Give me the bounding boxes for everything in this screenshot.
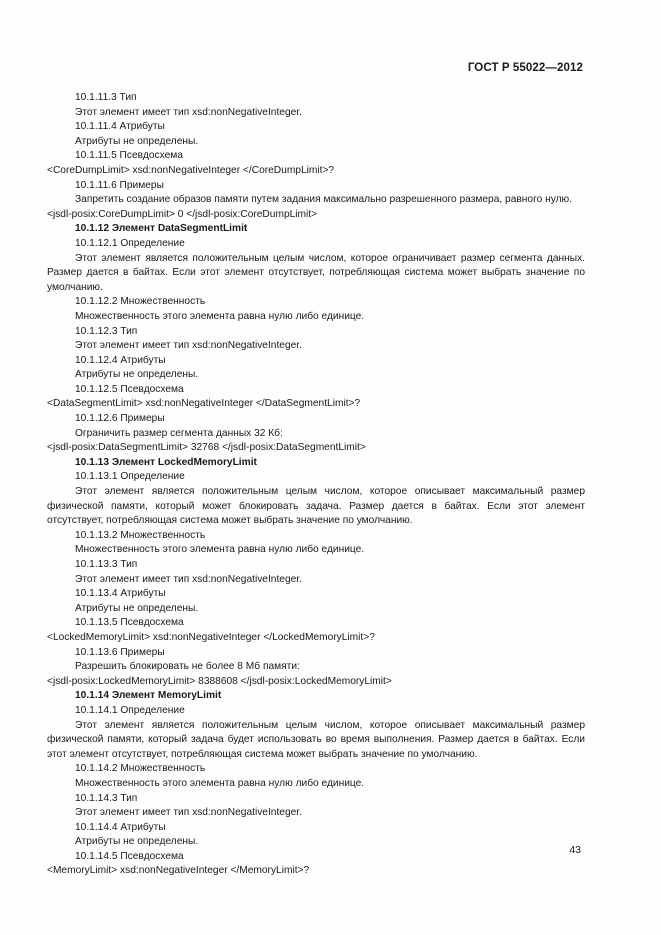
code-line: <DataSegmentLimit> xsd:nonNegativeInteger </DataSegmentLimit>? bbox=[47, 398, 361, 410]
text-line: Разрешить блокировать не более 8 Мб памяти: bbox=[75, 661, 300, 673]
code-line: <jsdl-posix:LockedMemoryLimit> 8388608 </jsdl-posix:LockedMemoryLimit> bbox=[47, 675, 392, 687]
text-line: Этот элемент имеет тип xsd:nonNegativeInteger. bbox=[75, 340, 302, 352]
text-line: 10.1.14.1 Определение bbox=[75, 704, 185, 716]
text-line: 10.1.12.5 Псевдосхема bbox=[75, 383, 184, 395]
text-line: 10.1.11.3 Тип bbox=[75, 92, 137, 103]
code-line: <MemoryLimit> xsd:nonNegativeInteger </MemoryLimit>? bbox=[47, 865, 310, 877]
text-line: 10.1.14.3 Тип bbox=[75, 792, 138, 804]
text-line: Этот элемент имеет тип xsd:nonNegativeInteger. bbox=[75, 807, 302, 819]
text-line: 10.1.11.5 Псевдосхема bbox=[75, 150, 183, 162]
text-line: Ограничить размер сегмента данных 32 Кб: bbox=[75, 427, 283, 439]
text-line: 10.1.11.4 Атрибуты bbox=[75, 121, 165, 133]
text-line: Атрибуты не определены. bbox=[75, 836, 199, 848]
section-heading: 10.1.13 Элемент LockedMemoryLimit bbox=[75, 456, 257, 468]
code-line: <CoreDumpLimit> xsd:nonNegativeInteger </CoreDumpLimit>? bbox=[47, 164, 335, 176]
text-line: 10.1.13.2 Множественность bbox=[75, 529, 206, 541]
text-line: 10.1.13.5 Псевдосхема bbox=[75, 617, 184, 629]
code-line: <LockedMemoryLimit> xsd:nonNegativeInteger </LockedMemoryLimit>? bbox=[47, 631, 375, 643]
document-header: ГОСТ Р 55022—2012 bbox=[467, 62, 583, 74]
text-line: Атрибуты не определены. bbox=[75, 602, 199, 614]
text-line: 10.1.14.4 Атрибуты bbox=[75, 821, 166, 833]
text-line: Этот элемент является положительным целым числом, которое ограничивает размер сегмента данных. Размер дается в байтах. Если этот элемент отсутствует, потребляющая система может выбрать значение по умолчанию. bbox=[47, 252, 585, 293]
page-number: 43 bbox=[569, 844, 581, 856]
text-line: Этот элемент является положительным целым числом, которое описывает максимальный размер физической памяти, который задача будет использовать во время выполнения. Размер дается в байтах. Если этот элемент отсутствует, потребляющая система может выбрать значение по умолчанию. bbox=[47, 719, 585, 760]
text-line: 10.1.14.2 Множественность bbox=[75, 763, 206, 775]
text-line: Атрибуты не определены. bbox=[75, 135, 199, 147]
text-line: Множественность этого элемента равна нулю либо единице. bbox=[75, 544, 365, 556]
text-line: Запретить создание образов памяти путем задания максимально разрешенного размера, равного нулю. bbox=[75, 194, 572, 206]
text-line: Этот элемент имеет тип xsd:nonNegativeInteger. bbox=[75, 573, 302, 585]
section-heading: 10.1.14 Элемент MemoryLimit bbox=[75, 690, 222, 702]
text-line: Атрибуты не определены. bbox=[75, 369, 199, 381]
text-line: Этот элемент имеет тип xsd:nonNegativeInteger. bbox=[75, 106, 302, 118]
text-line: 10.1.11.6 Примеры bbox=[75, 179, 164, 191]
text-line: Этот элемент является положительным целым числом, которое описывает максимальный размер физической памяти, который может блокировать задача. Размер дается в байтах. Если этот элемент отсутствует, потребляющая система может выбрать значение по умолчанию. bbox=[47, 486, 585, 527]
document-body bbox=[47, 91, 585, 879]
text-line: Множественность этого элемента равна нулю либо единице. bbox=[75, 310, 365, 322]
text-line: 10.1.13.3 Тип bbox=[75, 559, 138, 570]
text-line: Множественность этого элемента равна нулю либо единице. bbox=[75, 777, 365, 789]
text-line: 10.1.12.6 Примеры bbox=[75, 413, 165, 425]
section-heading: 10.1.12 Элемент DataSegmentLimit bbox=[75, 223, 248, 235]
text-line: 10.1.12.3 Тип bbox=[75, 325, 138, 337]
text-line: 10.1.13.4 Атрибуты bbox=[75, 588, 166, 600]
code-line: <jsdl-posix:DataSegmentLimit> 32768 </jsdl-posix:DataSegmentLimit> bbox=[47, 442, 366, 454]
text-line: 10.1.13.1 Определение bbox=[75, 471, 185, 483]
text-line: 10.1.12.2 Множественность bbox=[75, 296, 206, 308]
text-line: 10.1.13.6 Примеры bbox=[75, 646, 165, 658]
code-line: <jsdl-posix:CoreDumpLimit> 0 </jsdl-posix:CoreDumpLimit> bbox=[47, 208, 318, 220]
text-line: 10.1.14.5 Псевдосхема bbox=[75, 850, 184, 862]
text-line: 10.1.12.4 Атрибуты bbox=[75, 354, 166, 366]
text-line: 10.1.12.1 Определение bbox=[75, 237, 185, 249]
